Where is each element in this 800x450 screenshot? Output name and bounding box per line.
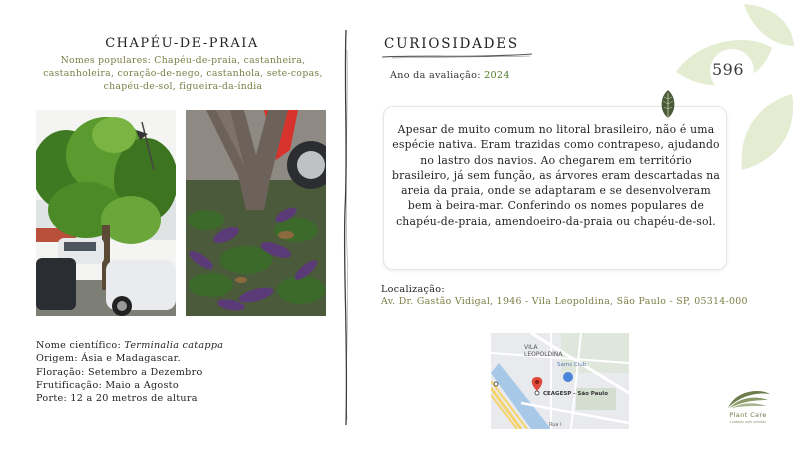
vertical-divider xyxy=(340,30,352,425)
curiosities-title: CURIOSIDADES xyxy=(384,36,519,52)
trunk-photo xyxy=(186,110,326,316)
size-row: Porte: 12 a 20 metros de altura xyxy=(36,393,198,405)
location-address[interactable]: Av. Dr. Gastão Vidigal, 1946 - Vila Leopoldina, São Paulo - SP, 05314-000 xyxy=(381,296,748,307)
map-district: VILA xyxy=(524,344,538,351)
location-map[interactable] xyxy=(491,333,629,429)
map-street: Rua I xyxy=(549,422,562,428)
map-store: Sams Club xyxy=(557,362,587,368)
curiosity-text: Apesar de muito comum no litoral brasileiro, não é uma espécie nativa. Eram trazidas como contrapeso, ajudando no lastro dos navios. Ao chegarem em território brasileiro, já sem função, as árvores eram descartadas na areia da praia, onde se adaptaram e se desenvolveram bem à beira-mar. Conferindo os nomes populares de chapéu-de-praia, amendoeiro-da-praia ou chapéu-de-sol. xyxy=(391,123,721,228)
location-label: Localização: xyxy=(381,284,445,295)
flowering-row: Floração: Setembro a Dezembro xyxy=(36,366,203,378)
plant-facts xyxy=(36,339,223,405)
scientific-name-row xyxy=(36,339,223,352)
tree-photo xyxy=(36,110,176,316)
origin-row: Origem: Ásia e Madagascar. xyxy=(36,353,181,365)
tree-number: 596 xyxy=(712,60,745,79)
title-underline xyxy=(382,52,532,60)
map-district-2: LEOPOLDINA xyxy=(524,351,563,358)
decorative-leaves xyxy=(668,0,800,180)
year-value: 2024 xyxy=(484,70,510,81)
popular-names: Nomes populares: Chapéu-de-praia, castanheira, castanholeira, coração-de-nego, castanhola, sete-copas, chapéu-de-sol, figueira-da-índia xyxy=(43,55,323,92)
logo-name: Plant Care xyxy=(729,411,767,419)
scientific-name-label: Nome científico: xyxy=(36,340,125,351)
map-place: CEAGESP - São Paulo xyxy=(543,391,608,397)
fruiting-row: Frutificação: Maio a Agosto xyxy=(36,379,179,391)
logo-tagline: cuidado com plantas xyxy=(729,420,767,424)
year-label: Ano da avaliação: xyxy=(390,70,485,81)
plant-title: CHAPÉU-DE-PRAIA xyxy=(105,36,259,51)
scientific-name-value: Terminalia catappa xyxy=(124,340,224,351)
evaluation-year xyxy=(390,70,510,81)
